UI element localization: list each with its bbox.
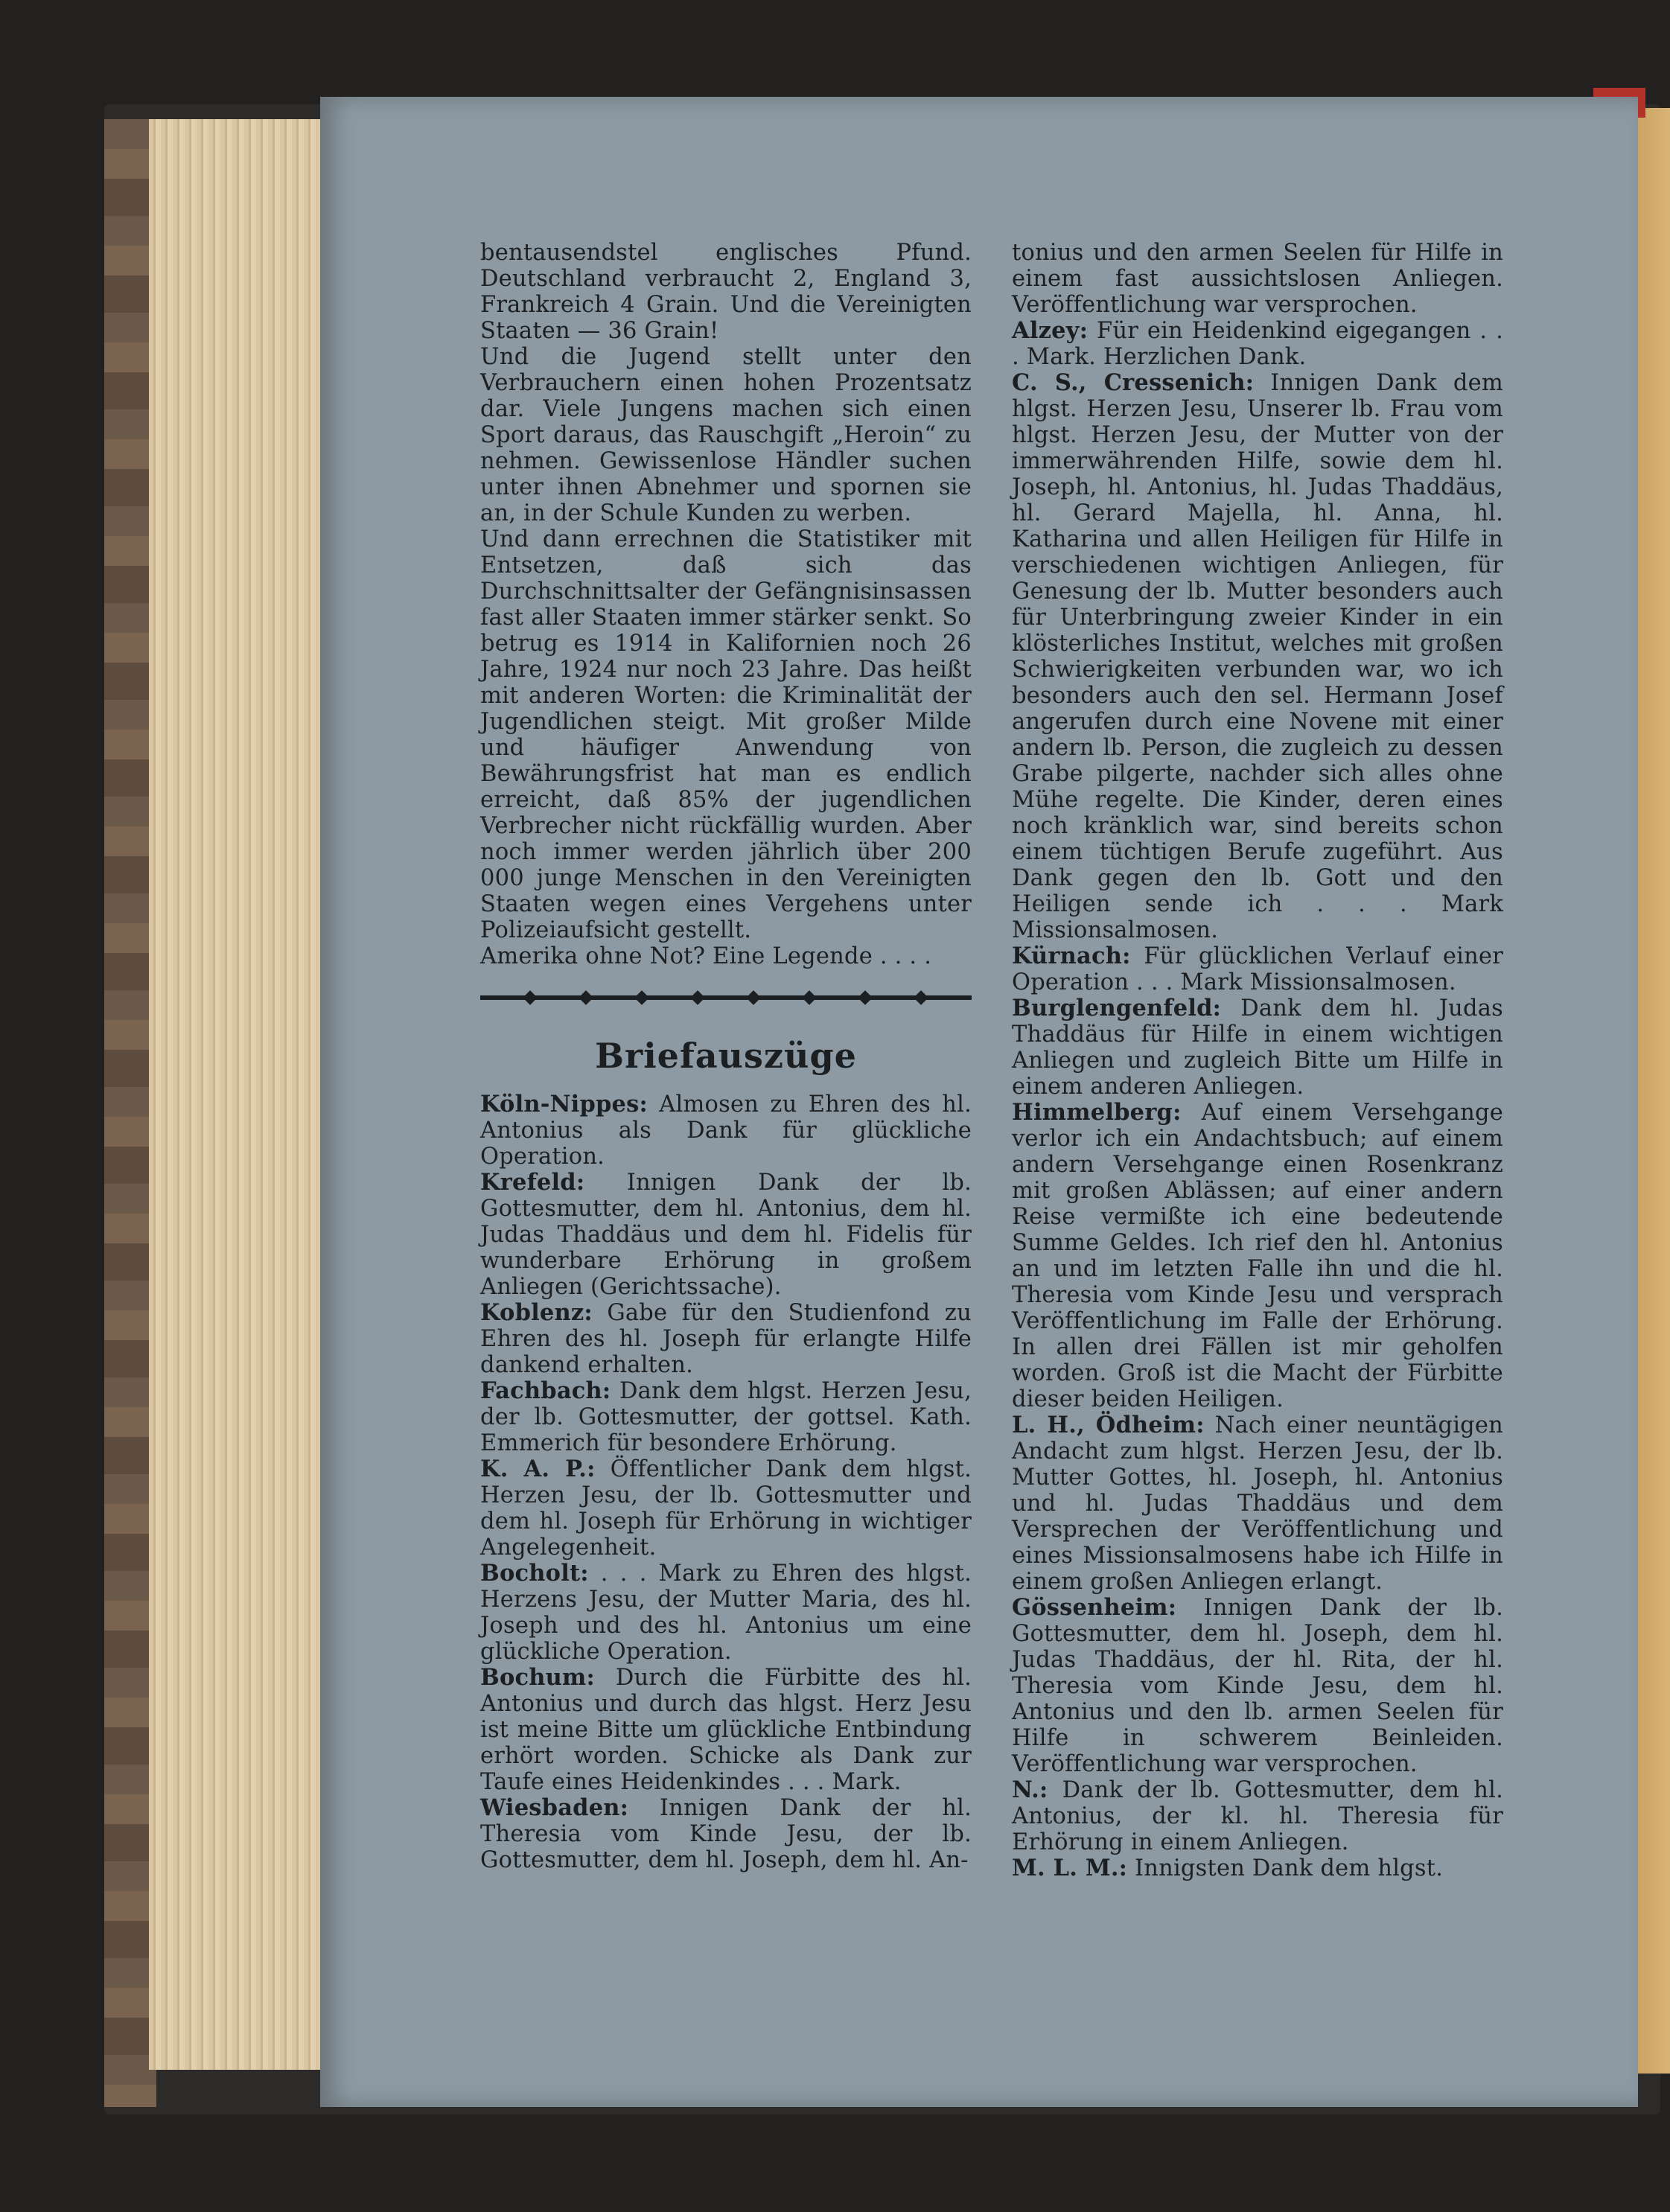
letter-place: Koblenz: [480,1299,593,1326]
ornamental-divider [480,992,972,1004]
letter-entry [1012,318,1503,370]
page-stack-edge [149,119,328,2070]
letter-text: Innigen Dank der hl. Theresia vom Kinde Jesu, der lb. Gottesmutter, dem hl. Joseph, dem hl. An- [480,1795,972,1873]
paragraph: Und dann errechnen die Statistiker mit Entsetzen, daß sich das Durchschnittsalter der Gefängnisinsassen fast aller Staaten immer stärker senkt. So betrug es 1914 in Kalifornien noch 26 Jahre, 1924 nur noch 23 Jahre. Das heißt mit anderen Worten: die Kriminalität der Jugendlichen steigt. Mit großer Milde und häufiger Anwendung von Bewährungsfrist hat man es endlich erreicht, daß 85% der jugendlichen Verbrecher nicht rückfällig wurden. Aber noch immer werden jährlich über 200 000 junge Menschen in den Vereinigten Staaten wegen eines Vergehens unter Polizeiaufsicht gestellt. [480,526,972,943]
letter-entry [480,1300,972,1378]
letter-place: Kürnach: [1012,943,1131,969]
letter-entry [480,1170,972,1300]
letter-place: Burglengenfeld: [1012,995,1222,1021]
letter-text: . . . Mark zu Ehren des hlgst. Herzens Jesu, der Mutter Maria, des hl. Joseph und des hl. Antonius um eine glückliche Operation. [480,1561,972,1665]
letter-entry [480,1665,972,1795]
book-page [320,97,1638,2107]
letter-place: M. L. M.: [1012,1855,1128,1881]
letter-text: Dank dem hl. Judas Thaddäus für Hilfe in einem wichtigen Anliegen und zugleich Bitte um Hilfe in einem anderen Anliegen. [1012,995,1503,1100]
paragraph: bentausendstel englisches Pfund. Deutschland verbraucht 2, England 3, Frankreich 4 Grain. Und die Vereinigten Staaten — 36 Grain! [480,240,972,344]
letter-place: C. S., Cressenich: [1012,369,1255,396]
letter-place: Himmelberg: [1012,1099,1182,1126]
letter-entry [1012,943,1503,995]
letter-entry [1012,1777,1503,1855]
letter-place: L. H., Ödheim: [1012,1412,1205,1438]
letter-entry [1012,240,1503,318]
letter-entry [1012,1412,1503,1595]
letter-entry [480,1378,972,1456]
letter-text: Dank der lb. Gottesmutter, dem hl. Antonius, der kl. hl. Theresia für Erhörung in einem Anliegen. [1012,1777,1503,1855]
letter-text: Innigsten Dank dem hlgst. [1127,1855,1444,1881]
letter-place: Krefeld: [480,1169,585,1196]
letter-entry [1012,1855,1503,1881]
paragraph: Amerika ohne Not? Eine Legende . . . . [480,943,932,969]
letter-entry [1012,370,1503,943]
right-column [1012,240,1503,1881]
letter-text: Öffentlicher Dank dem hlgst. Herzen Jesu, der lb. Gottesmutter und dem hl. Joseph für Erhörung in wichtiger Angelegenheit. [480,1456,972,1561]
letter-place: Alzey: [1012,317,1089,344]
letter-text: Almosen zu Ehren des hl. Antonius als Dank für glückliche Operation. [480,1091,972,1170]
letter-text: Für ein Heidenkind eigegangen . . . Mark. Herzlichen Dank. [1012,318,1503,370]
letter-text: Gabe für den Studienfond zu Ehren des hl. Joseph für erlangte Hilfe dankend erhalten. [480,1300,972,1378]
letter-text: Für glücklichen Verlauf einer Operation . . . Mark Missionsalmosen. [1012,943,1503,995]
letter-place: Köln-Nippes: [480,1091,648,1118]
letter-text: Innigen Dank dem hlgst. Herzen Jesu, Unserer lb. Frau vom hlgst. Herzen Jesu, der Mutter von der immerwährenden Hilfe, sowie dem hl. Joseph, hl. Antonius, hl. Judas Thaddäus, hl. Gerard Majella, hl. Anna, hl. Katharina und allen Heiligen für Hilfe in verschiedenen wichtigen Anliegen, für Genesung der lb. Mutter besonders auch für Unterbringung zweier Kinder in ein klösterliches Institut, welches mit großen Schwierigkeiten verbunden war, wo ich besonders auch den sel. Hermann Josef angerufen durch eine Novene mit einer andern lb. Person, die zugleich zu dessen Grabe pilgerte, nachder sich alles ohne Mühe regelte. Die Kinder, deren eines noch kränklich war, sind bereits schon einem tüchtigen Berufe zugeführt. Aus Dank gegen den lb. Gott und den Heiligen sende ich . . . Mark Missionsalmosen. [1012,370,1503,943]
letter-text: Durch die Fürbitte des hl. Antonius und durch das hlgst. Herz Jesu ist meine Bitte um glückliche Entbindung erhört worden. Schicke als Dank zur Taufe eines Heidenkindes . . . Mark. [480,1665,972,1795]
letter-text: Innigen Dank der lb. Gottesmutter, dem hl. Joseph, dem hl. Judas Thaddäus, der hl. Rita, der hl. Theresia vom Kinde Jesu, dem hl. Antonius und den lb. armen Seelen für Hilfe in schwerem Beinleiden. Veröffentlichung war versprochen. [1012,1595,1503,1777]
left-column [480,240,972,1873]
letter-text: Innigen Dank der lb. Gottesmutter, dem hl. Antonius, dem hl. Judas Thaddäus und dem hl. Fidelis für wunderbare Erhörung in großem Anliegen (Gerichtssache). [480,1170,972,1300]
paragraph: Und die Jugend stellt unter den Verbrauchern einen hohen Prozentsatz dar. Viele Jungens machen sich einen Sport daraus, das Rauschgift „Heroin“ zu nehmen. Gewissenlose Händler suchen unter ihnen Abnehmer und spornen sie an, in der Schule Kunden zu werben. [480,344,972,526]
letter-entry [1012,1100,1503,1412]
letter-text: Dank dem hlgst. Herzen Jesu, der lb. Gottesmutter, der gottsel. Kath. Emmerich für besondere Erhörung. [480,1378,972,1456]
letter-place: N.: [1012,1776,1048,1803]
letter-place: Fachbach: [480,1377,611,1404]
section-title: Briefauszüge [595,1036,857,1076]
letter-entry [480,1561,972,1665]
letter-entry [480,1456,972,1561]
letter-entry [1012,995,1503,1100]
letter-place: Wiesbaden: [480,1794,629,1821]
letter-place: Gössenheim: [1012,1594,1177,1621]
letter-place: Bochum: [480,1664,595,1691]
letter-entry [480,1795,972,1873]
letter-text: Auf einem Versehgange verlor ich ein Andachtsbuch; auf einem andern Versehgange einen Rosenkranz mit großen Ablässen; auf einer andern Reise vermißte ich eine bedeutende Summe Geldes. Ich rief den hl. Antonius an und im letzten Falle ihn und die hl. Theresia vom Kinde Jesu und versprach Veröffentlichung im Falle der Erhörung. In allen drei Fällen ist mir geholfen worden. Groß ist die Macht der Fürbitte dieser beiden Heiligen. [1012,1100,1503,1412]
letter-text: tonius und den armen Seelen für Hilfe in einem fast aussichtslosen Anliegen. Veröffentlichung war versprochen. [1012,240,1503,318]
letter-text: Nach einer neuntägigen Andacht zum hlgst. Herzen Jesu, der lb. Mutter Gottes, hl. Joseph, hl. Antonius und hl. Judas Thaddäus und dem Versprechen der Veröffentlichung und eines Missionsalmosens habe ich Hilfe in einem großen Anliegen erlangt. [1012,1412,1503,1595]
letter-entry [480,1091,972,1170]
letter-place: Bocholt: [480,1560,589,1587]
letter-entry [1012,1595,1503,1777]
letter-place: K. A. P.: [480,1456,596,1482]
